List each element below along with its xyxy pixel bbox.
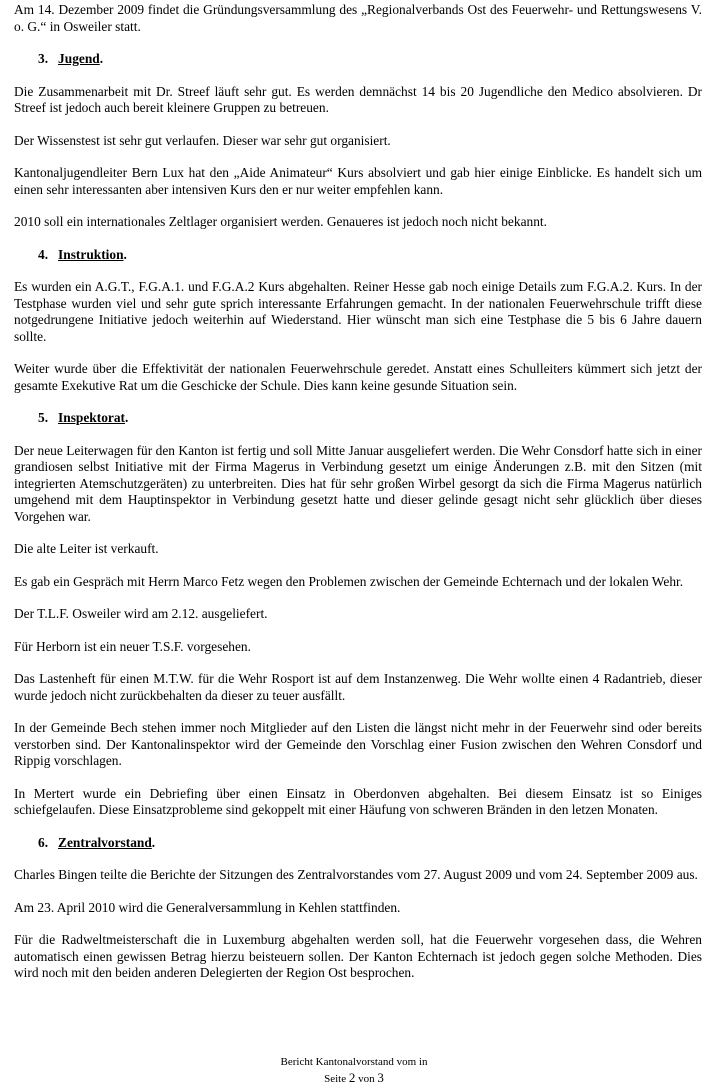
section-title: Inspektorat xyxy=(58,410,126,425)
page-footer xyxy=(0,1055,708,1087)
section-paragraph: Am 23. April 2010 wird die Generalversammlung in Kehlen stattfinden. xyxy=(14,899,401,915)
intro-paragraph: Am 14. Dezember 2009 findet die Gründungsversammlung des „Regionalverbands Ost des Feuerwehr- und Rettungswesens V. o. G.“ in Osweiler statt. xyxy=(14,2,702,34)
section-title: Jugend xyxy=(58,51,100,66)
section-paragraph: 2010 soll ein internationales Zeltlager organisiert werden. Genaueres ist jedoch noch nicht bekannt. xyxy=(14,214,547,229)
section-paragraph: In der Gemeinde Bech stehen immer noch Mitglieder auf den Listen die längst nicht mehr in der Feuerwehr sind oder bereits verstorben sind. Der Kantonalinspektor wird der Gemeinde den Vorschlag einer Fusion zwischen den Wehren Consdorf und Rippig vorschlagen. xyxy=(14,720,702,768)
section-number: 5. xyxy=(38,410,49,425)
section-heading: 4. Instruktion. xyxy=(38,246,127,262)
section-paragraph: Die Zusammenarbeit mit Dr. Streef läuft sehr gut. Es werden demnächst 14 bis 20 Jugendliche den Medico absolvieren. Dr Streef ist jedoch auch bereit kleinere Gruppen zu betreuen. xyxy=(14,83,702,115)
section-title: Zentralvorstand xyxy=(58,834,152,850)
section-heading: 3. Jugend. xyxy=(38,51,104,66)
section-heading: 5. Inspektorat. xyxy=(38,410,129,425)
section-paragraph: Charles Bingen teilte die Berichte der Sitzungen des Zentralvorstandes vom 27. August 2009 und vom 24. September 2009 aus. xyxy=(14,867,698,882)
section-paragraph: Es gab ein Gespräch mit Herrn Marco Fetz wegen den Problemen zwischen der Gemeinde Echternach und der lokalen Wehr. xyxy=(14,573,684,589)
section-paragraph: In Mertert wurde ein Debriefing über einen Einsatz in Oberdonven abgehalten. Bei diesem Einsatz ist so Einiges schiefgelaufen. Diese Einsatzprobleme sind gekoppelt mit einer Häufung von schweren Bränden in den letzen Monaten. xyxy=(14,785,702,817)
section-paragraph: Der neue Leiterwagen für den Kanton ist fertig und soll Mitte Januar ausgeliefert werden. Die Wehr Consdorf hatte sich in einer grandiosen selbst Initiative mit der Firma Magerus in Verbindung gesetzt um einige Änderungen z.B. mit den Sitzen (mit integrierten Atemschutzgeräten) zu unterbreiten. Dies hat für sehr großen Wirbel gesorgt da sich die Firma Magerus natürlich umgehend mit dem Hauptinspektor in Verbindung gesetzt hatte und dieser gelinde gesagt nicht sehr glücklich über dieses Vorgehen war. xyxy=(14,442,702,524)
section-paragraph: Der T.L.F. Osweiler wird am 2.12. ausgeliefert. xyxy=(14,606,268,621)
section-title: Instruktion xyxy=(58,246,124,262)
section-heading: 6. Zentralvorstand. xyxy=(38,834,156,850)
section-paragraph: Für Herborn ist ein neuer T.S.F. vorgesehen. xyxy=(14,638,251,654)
section-paragraph: Das Lastenheft für einen M.T.W. für die Wehr Rosport ist auf dem Instanzenweg. Die Wehr wollte einen 4 Radantrieb, dieser wurde jedoch nicht zurückbehalten da dieser zu teuer ausfällt. xyxy=(14,671,702,703)
section-paragraph: Die alte Leiter ist verkauft. xyxy=(14,541,159,556)
section-number: 4. xyxy=(38,246,49,262)
section-paragraph: Der Wissenstest ist sehr gut verlaufen. Dieser war sehr gut organisiert. xyxy=(14,132,391,148)
footer-report-line: Bericht Kantonalvorstand vom in xyxy=(280,1056,428,1068)
document-page xyxy=(14,2,702,998)
section-paragraph: Es wurden ein A.G.T., F.G.A.1. und F.G.A.2 Kurs abgehalten. Reiner Hesse gab noch einige Details zum F.G.A.2. Kurs. In der Testphase wurden viel und sehr gute sprich interessante Erfahrungen gemacht. In der nationalen Feuerwehrschule trifft diese notgedrungene Initiative jedoch weiterhin auf Wiederstand. Hier wünscht man sich eine Testphase die 5 bis 6 Jahre dauern sollte. xyxy=(14,279,702,344)
footer-page-total: 3 xyxy=(377,1070,384,1085)
footer-seite-label: Seite xyxy=(324,1073,347,1085)
footer-page-number xyxy=(0,1070,708,1087)
sections-container xyxy=(14,51,702,982)
section-paragraph: Für die Radweltmeisterschaft die in Luxemburg abgehalten werden soll, hat die Feuerwehr vorgesehen dass, die Wehren automatisch einen gewissen Betrag hierzu beisteuern sollen. Der Kanton Echternach ist jedoch gegen solche Methoden. Dies wird noch mit den beiden anderen Delegierten der Region Ost besprochen. xyxy=(14,932,702,980)
section-number: 6. xyxy=(38,834,49,850)
section-paragraph: Kantonaljugendleiter Bern Lux hat den „Aide Animateur“ Kurs absolviert und gab hier einige Einblicke. Es handelt sich um einen sehr interessanten aber intensiven Kurs den er nur weiter empfehlen kann. xyxy=(14,165,702,197)
footer-page-current: 2 xyxy=(348,1070,356,1085)
footer-von-label: von xyxy=(358,1073,375,1085)
section-number: 3. xyxy=(38,51,49,66)
section-paragraph: Weiter wurde über die Effektivität der nationalen Feuerwehrschule geredet. Anstatt eines Schulleiters kümmert sich jetzt der gesamte Exekutive Rat um die Geschicke der Schule. Dies kann keine gesunde Situation sein. xyxy=(14,361,702,393)
